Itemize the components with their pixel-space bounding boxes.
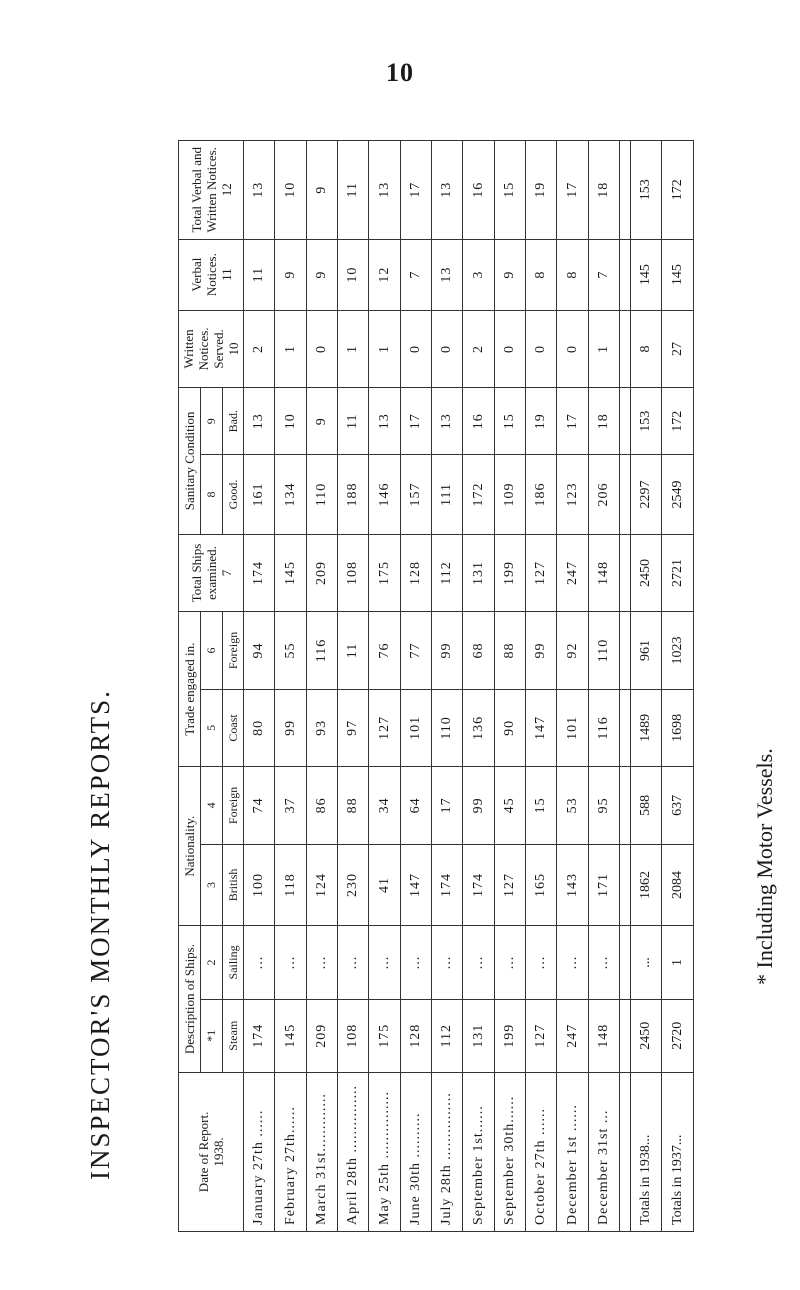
cell-bad: 153	[631, 388, 662, 455]
row-date: February 27th......	[275, 1072, 306, 1231]
cell-written: 8	[631, 310, 662, 387]
cell-british: 174	[463, 844, 494, 926]
cell-sailing: ...	[244, 926, 275, 999]
cell-written: 2	[244, 310, 275, 387]
cell-bad: 172	[662, 388, 694, 455]
british-num: 3	[201, 844, 223, 926]
cell-coast: 97	[338, 689, 369, 766]
row-date: December 31st ...	[588, 1072, 619, 1231]
cell-sailing: ...	[275, 926, 306, 999]
cell-total-notices: 17	[557, 141, 588, 240]
total-notices-num: 12	[218, 183, 234, 197]
cell-total-notices: 153	[631, 141, 662, 240]
sailing-num: 2	[201, 926, 223, 999]
cell-foreign: 15	[526, 767, 557, 844]
cell-bad: 18	[588, 388, 619, 455]
cell-foreign-trade: 88	[494, 612, 525, 689]
table-row	[557, 141, 588, 1232]
bad-num: 9	[201, 388, 223, 455]
cell-foreign-trade: 11	[338, 612, 369, 689]
coast-num: 5	[201, 689, 223, 766]
cell-bad: 17	[400, 388, 431, 455]
good-num: 8	[201, 455, 223, 535]
table-row	[369, 141, 400, 1232]
spacer-row	[620, 141, 631, 1232]
cell-steam: 128	[400, 999, 431, 1072]
cell-good: 2549	[662, 455, 694, 535]
cell-total: 2450	[631, 534, 662, 611]
spacer-cell	[620, 926, 631, 999]
cell-foreign-trade: 99	[432, 612, 463, 689]
cell-sailing: ...	[631, 926, 662, 999]
table-row	[400, 141, 431, 1232]
sailing-header: Sailing	[223, 926, 244, 999]
cell-total-notices: 11	[338, 141, 369, 240]
report-table-container	[178, 140, 688, 1232]
cell-foreign-trade: 77	[400, 612, 431, 689]
cell-british: 124	[306, 844, 337, 926]
cell-verbal: 10	[338, 239, 369, 310]
cell-good: 109	[494, 455, 525, 535]
steam-num: *1	[201, 999, 223, 1072]
row-date: March 31st.............	[306, 1072, 337, 1231]
table-row	[275, 141, 306, 1232]
cell-good: 186	[526, 455, 557, 535]
table-row	[526, 141, 557, 1232]
row-date: September 30th......	[494, 1072, 525, 1231]
cell-total: 131	[463, 534, 494, 611]
cell-bad: 16	[463, 388, 494, 455]
cell-steam: 108	[338, 999, 369, 1072]
row-date: May 25th ...............	[369, 1072, 400, 1231]
cell-foreign-trade: 94	[244, 612, 275, 689]
cell-foreign-trade: 99	[526, 612, 557, 689]
foreign-num: 4	[201, 767, 223, 844]
cell-british: 174	[432, 844, 463, 926]
cell-steam: 175	[369, 999, 400, 1072]
cell-foreign-trade: 55	[275, 612, 306, 689]
cell-good: 206	[588, 455, 619, 535]
cell-total-notices: 172	[662, 141, 694, 240]
cell-foreign-trade: 76	[369, 612, 400, 689]
table-row	[588, 141, 619, 1232]
cell-good: 161	[244, 455, 275, 535]
date-header-label: Date of Report.	[196, 1111, 211, 1193]
cell-foreign-trade: 116	[306, 612, 337, 689]
cell-total: 127	[526, 534, 557, 611]
verbal-label: Verbal Notices.	[188, 253, 219, 297]
cell-foreign: 637	[662, 767, 694, 844]
cell-sailing: ...	[400, 926, 431, 999]
cell-bad: 11	[338, 388, 369, 455]
cell-total-notices: 10	[275, 141, 306, 240]
cell-british: 118	[275, 844, 306, 926]
spacer-cell	[620, 767, 631, 844]
cell-foreign: 95	[588, 767, 619, 844]
cell-total: 199	[494, 534, 525, 611]
cell-total: 145	[275, 534, 306, 611]
cell-sailing: ...	[338, 926, 369, 999]
cell-british: 147	[400, 844, 431, 926]
bad-header: Bad.	[223, 388, 244, 455]
cell-sailing: ...	[557, 926, 588, 999]
side-title: INSPECTOR'S MONTHLY REPORTS.	[85, 689, 115, 1180]
cell-sailing: 1	[662, 926, 694, 999]
cell-verbal: 9	[306, 239, 337, 310]
cell-verbal: 7	[400, 239, 431, 310]
british-header: British	[223, 844, 244, 926]
cell-coast: 80	[244, 689, 275, 766]
cell-foreign: 588	[631, 767, 662, 844]
cell-written: 0	[557, 310, 588, 387]
cell-coast: 1489	[631, 689, 662, 766]
cell-steam: 209	[306, 999, 337, 1072]
table-row	[463, 141, 494, 1232]
cell-total: 175	[369, 534, 400, 611]
cell-bad: 13	[369, 388, 400, 455]
cell-written: 0	[432, 310, 463, 387]
verbal-num: 11	[218, 268, 234, 281]
verbal-header	[179, 239, 244, 310]
cell-good: 157	[400, 455, 431, 535]
cell-foreign-trade: 961	[631, 612, 662, 689]
cell-foreign: 45	[494, 767, 525, 844]
cell-verbal: 9	[494, 239, 525, 310]
cell-foreign: 86	[306, 767, 337, 844]
cell-coast: 110	[432, 689, 463, 766]
cell-steam: 145	[275, 999, 306, 1072]
cell-steam: 112	[432, 999, 463, 1072]
spacer-cell	[620, 689, 631, 766]
cell-total-notices: 13	[244, 141, 275, 240]
cell-good: 134	[275, 455, 306, 535]
row-date: Totals in 1938...	[631, 1072, 662, 1231]
good-header: Good.	[223, 455, 244, 535]
cell-total-notices: 13	[369, 141, 400, 240]
cell-bad: 13	[244, 388, 275, 455]
cell-total: 2721	[662, 534, 694, 611]
totals-row	[631, 141, 662, 1232]
cell-verbal: 13	[432, 239, 463, 310]
cell-total: 148	[588, 534, 619, 611]
cell-coast: 127	[369, 689, 400, 766]
cell-british: 100	[244, 844, 275, 926]
cell-coast: 136	[463, 689, 494, 766]
cell-total-notices: 15	[494, 141, 525, 240]
cell-total-notices: 17	[400, 141, 431, 240]
year-label: 1938.	[211, 1137, 226, 1167]
cell-written: 1	[275, 310, 306, 387]
cell-bad: 15	[494, 388, 525, 455]
spacer-cell	[620, 388, 631, 455]
cell-steam: 174	[244, 999, 275, 1072]
cell-foreign: 17	[432, 767, 463, 844]
cell-bad: 9	[306, 388, 337, 455]
cell-foreign: 88	[338, 767, 369, 844]
cell-total-notices: 9	[306, 141, 337, 240]
cell-steam: 247	[557, 999, 588, 1072]
cell-sailing: ...	[526, 926, 557, 999]
cell-written: 0	[526, 310, 557, 387]
foreign-header: Foreign	[223, 767, 244, 844]
cell-british: 171	[588, 844, 619, 926]
cell-steam: 2450	[631, 999, 662, 1072]
total-ships-label: Total Ships examined.	[188, 543, 219, 603]
spacer-cell	[620, 844, 631, 926]
row-date: June 30th ..........	[400, 1072, 431, 1231]
cell-written: 27	[662, 310, 694, 387]
spacer-cell	[620, 612, 631, 689]
cell-verbal: 9	[275, 239, 306, 310]
totals-row	[662, 141, 694, 1232]
table-row	[244, 141, 275, 1232]
sanitary-header: Sanitary Condition	[179, 388, 201, 535]
cell-coast: 93	[306, 689, 337, 766]
cell-sailing: ...	[494, 926, 525, 999]
cell-total: 128	[400, 534, 431, 611]
cell-written: 0	[306, 310, 337, 387]
total-ships-header	[179, 534, 244, 611]
cell-british: 1862	[631, 844, 662, 926]
cell-british: 143	[557, 844, 588, 926]
cell-steam: 199	[494, 999, 525, 1072]
written-served-header	[179, 310, 244, 387]
cell-verbal: 8	[557, 239, 588, 310]
cell-total-notices: 16	[463, 141, 494, 240]
spacer-cell	[620, 239, 631, 310]
cell-coast: 101	[400, 689, 431, 766]
cell-written: 1	[338, 310, 369, 387]
cell-coast: 1698	[662, 689, 694, 766]
table-row	[306, 141, 337, 1232]
row-date: December 1st ......	[557, 1072, 588, 1231]
cell-good: 172	[463, 455, 494, 535]
row-date: September 1st......	[463, 1072, 494, 1231]
cell-sailing: ...	[432, 926, 463, 999]
row-date: January 27th ......	[244, 1072, 275, 1231]
trade-foreign-header: Foreign	[223, 612, 244, 689]
cell-good: 110	[306, 455, 337, 535]
nationality-header: Nationality.	[179, 767, 201, 926]
cell-sailing: ...	[588, 926, 619, 999]
cell-british: 2084	[662, 844, 694, 926]
total-ships-num: 7	[218, 569, 234, 577]
cell-verbal: 12	[369, 239, 400, 310]
cell-steam: 131	[463, 999, 494, 1072]
written-served-label: Written Notices. Served.	[181, 327, 226, 371]
cell-foreign-trade: 68	[463, 612, 494, 689]
cell-verbal: 11	[244, 239, 275, 310]
cell-sailing: ...	[306, 926, 337, 999]
row-date: July 28th ...............	[432, 1072, 463, 1231]
cell-coast: 116	[588, 689, 619, 766]
table-row	[338, 141, 369, 1232]
cell-total: 112	[432, 534, 463, 611]
report-table	[178, 140, 694, 1232]
cell-good: 123	[557, 455, 588, 535]
date-header	[179, 1072, 244, 1231]
cell-verbal: 3	[463, 239, 494, 310]
cell-coast: 147	[526, 689, 557, 766]
cell-written: 1	[588, 310, 619, 387]
spacer-cell	[620, 534, 631, 611]
cell-steam: 2720	[662, 999, 694, 1072]
cell-total-notices: 19	[526, 141, 557, 240]
cell-steam: 127	[526, 999, 557, 1072]
cell-british: 230	[338, 844, 369, 926]
total-notices-label: Total Verbal and Written Notices.	[188, 147, 219, 233]
cell-foreign: 53	[557, 767, 588, 844]
cell-steam: 148	[588, 999, 619, 1072]
page-number: 10	[386, 58, 414, 87]
cell-written: 0	[494, 310, 525, 387]
cell-foreign-trade: 92	[557, 612, 588, 689]
cell-good: 111	[432, 455, 463, 535]
trade-foreign-num: 6	[201, 612, 223, 689]
cell-foreign-trade: 110	[588, 612, 619, 689]
trade-header: Trade engaged in.	[179, 612, 201, 767]
cell-foreign: 37	[275, 767, 306, 844]
cell-written: 1	[369, 310, 400, 387]
cell-foreign: 34	[369, 767, 400, 844]
cell-bad: 19	[526, 388, 557, 455]
cell-total-notices: 13	[432, 141, 463, 240]
table-body	[244, 141, 694, 1232]
cell-british: 127	[494, 844, 525, 926]
spacer-cell	[620, 999, 631, 1072]
cell-coast: 99	[275, 689, 306, 766]
cell-total: 247	[557, 534, 588, 611]
cell-bad: 17	[557, 388, 588, 455]
cell-written: 0	[400, 310, 431, 387]
row-date: Totals in 1937...	[662, 1072, 694, 1231]
cell-good: 188	[338, 455, 369, 535]
cell-good: 146	[369, 455, 400, 535]
table-row	[494, 141, 525, 1232]
footnote: * Including Motor Vessels.	[752, 748, 777, 985]
cell-sailing: ...	[369, 926, 400, 999]
written-served-num: 10	[226, 342, 241, 356]
description-header: Description of Ships.	[179, 926, 201, 1073]
cell-total: 174	[244, 534, 275, 611]
spacer-cell	[620, 1072, 631, 1231]
coast-header: Coast	[223, 689, 244, 766]
cell-british: 165	[526, 844, 557, 926]
cell-british: 41	[369, 844, 400, 926]
cell-total: 108	[338, 534, 369, 611]
spacer-cell	[620, 455, 631, 535]
cell-foreign-trade: 1023	[662, 612, 694, 689]
table-row	[432, 141, 463, 1232]
total-notices-header	[179, 141, 244, 240]
cell-foreign: 74	[244, 767, 275, 844]
row-date: April 28th ...............	[338, 1072, 369, 1231]
cell-written: 2	[463, 310, 494, 387]
cell-total: 209	[306, 534, 337, 611]
cell-verbal: 8	[526, 239, 557, 310]
spacer-cell	[620, 310, 631, 387]
cell-bad: 10	[275, 388, 306, 455]
cell-good: 2297	[631, 455, 662, 535]
cell-foreign: 64	[400, 767, 431, 844]
cell-coast: 90	[494, 689, 525, 766]
steam-header: Steam	[223, 999, 244, 1072]
cell-sailing: ...	[463, 926, 494, 999]
cell-foreign: 99	[463, 767, 494, 844]
cell-verbal: 7	[588, 239, 619, 310]
cell-coast: 101	[557, 689, 588, 766]
cell-bad: 13	[432, 388, 463, 455]
row-date: October 27th ......	[526, 1072, 557, 1231]
cell-verbal: 145	[662, 239, 694, 310]
cell-total-notices: 18	[588, 141, 619, 240]
spacer-cell	[620, 141, 631, 240]
cell-verbal: 145	[631, 239, 662, 310]
